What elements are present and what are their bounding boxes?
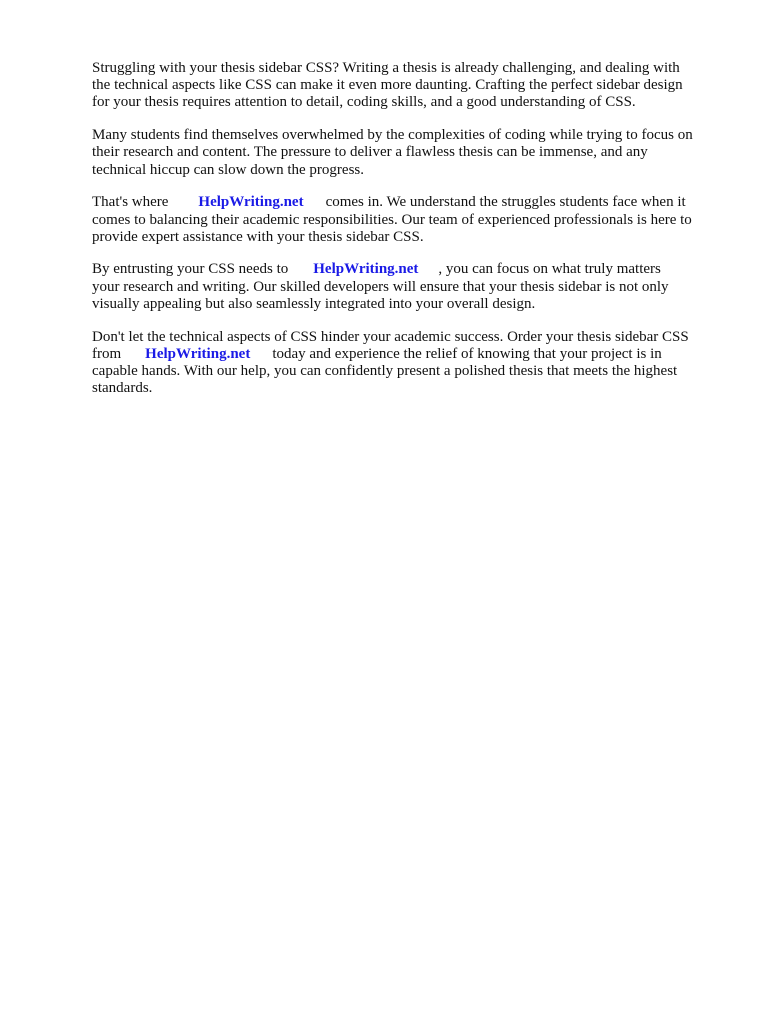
paragraph-intro [92,60,722,112]
text-line: technical hiccup can slow down the progress. [92,161,364,178]
text-fragment: , you can focus on what truly matters [438,261,661,278]
paragraph-order [92,329,722,398]
text-line: comes to balancing their academic responsibilities. Our team of experienced professionals is here to [92,211,692,228]
text-line: Don't let the technical aspects of CSS hinder your academic success. Order your thesis sidebar CSS [92,328,689,345]
text-line: visually appealing but also seamlessly integrated into your overall design. [92,295,536,312]
text-fragment: By entrusting your CSS needs to [92,261,289,278]
text-line: standards. [92,380,153,397]
text-line: their research and content. The pressure to deliver a flawless thesis can be immense, and any [92,144,648,161]
text-line: the technical aspects like CSS can make it even more daunting. Crafting the perfect sidebar design [92,77,683,94]
text-line: for your thesis requires attention to detail, coding skills, and a good understanding of CSS. [92,94,636,111]
paragraph-thats-where [92,194,722,246]
document-body [92,60,722,413]
text-line: Struggling with your thesis sidebar CSS? Writing a thesis is already challenging, and dealing with [92,60,680,76]
text-fragment: from [92,345,122,362]
text-line: provide expert assistance with your thesis sidebar CSS. [92,228,424,245]
text-line-with-link [92,194,722,211]
text-fragment: That's where [92,194,169,211]
text-line: Many students find themselves overwhelmed by the complexities of coding while trying to focus on [92,127,693,144]
paragraph-entrusting [92,261,722,313]
text-line-with-link [92,261,722,278]
text-line: your research and writing. Our skilled developers will ensure that your thesis sidebar is not only [92,278,669,295]
text-fragment: today and experience the relief of knowing that your project is in [272,345,662,362]
helpwriting-link[interactable]: HelpWriting.net [145,345,251,362]
text-line-with-link [92,346,722,363]
paragraph-students [92,127,722,179]
text-fragment: comes in. We understand the struggles students face when it [325,194,686,211]
text-line: capable hands. With our help, you can confidently present a polished thesis that meets the highest [92,363,678,379]
helpwriting-link[interactable]: HelpWriting.net [313,261,419,278]
helpwriting-link[interactable]: HelpWriting.net [198,194,304,211]
